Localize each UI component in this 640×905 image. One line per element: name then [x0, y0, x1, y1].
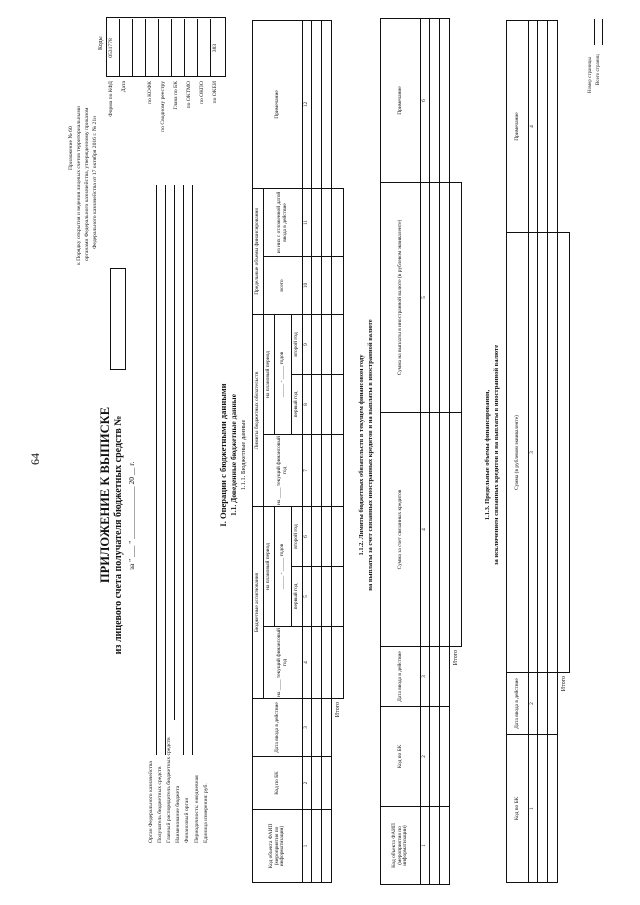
t3-h-note: Примечание [507, 21, 529, 233]
t1-h-ba-years: _____ - _____ годов [275, 506, 292, 626]
t3-h-bk: Код по БК [507, 735, 529, 883]
table-row[interactable] [538, 21, 548, 883]
pages-total-label: Всего страниц [596, 54, 601, 85]
t1-h-lbo-cur: на ____ текущий финансовый год [264, 434, 303, 506]
form-subtitle: из лицевого счета получателя бюджетных средств № [113, 415, 124, 655]
org-label-main-manager: Главный распорядитель бюджетных средств [166, 737, 172, 843]
org-line-budget[interactable] [183, 185, 184, 755]
t2-h-credit: Сумма за счет связанных кредитов [381, 413, 421, 647]
code-value-okei: 383 [212, 43, 218, 53]
t2-num: 2 [421, 707, 430, 807]
t1-num: 9 [303, 314, 312, 374]
page-no-line[interactable] [594, 19, 595, 45]
org-label-budget: Наименование бюджета [175, 785, 181, 843]
table1-total-row [332, 20, 344, 882]
t1-h-ba-first: первый год [292, 567, 303, 627]
org-label-unit: Единица измерения: руб. [203, 783, 209, 843]
t1-num: 6 [303, 506, 312, 566]
section111-title: 1.1.1. Бюджетные данные [240, 419, 247, 491]
limits-table [380, 18, 462, 885]
code-label-okei: по ОКЕИ [212, 81, 218, 104]
section113-title: 1.1.3. Предельные объемы финансирования, [484, 389, 491, 521]
org-line-ofk[interactable] [156, 185, 157, 755]
org-label-recipient: Получатель бюджетных средств [157, 766, 163, 843]
appendix-line-4: Федерального казначейства от 17 октября 2016 г. № 21н [92, 115, 98, 249]
t1-h-date: Дата ввода в действие [253, 699, 303, 757]
t3-h-date: Дата ввода в действие [507, 673, 529, 735]
section112-sub: на выплаты за счет связанных иностранных кредитов и на выплаты в иностранной валюте [367, 319, 374, 591]
t2-h-note: Примечание [381, 19, 421, 183]
page-number: 64 [28, 453, 42, 465]
code-label-date: Дата [121, 81, 127, 93]
t1-num: 10 [303, 256, 312, 314]
t2-num: 6 [421, 19, 430, 183]
table3-total-row [558, 21, 570, 883]
t1-num: 7 [303, 434, 312, 506]
t2-h-date: Дата ввода в действие [381, 647, 421, 707]
pages-total-line[interactable] [602, 19, 603, 45]
t1-h-ba-cur: на ____ текущий финансовый год [264, 627, 303, 699]
code-label-registry: по Сводному реестру [160, 81, 166, 132]
appendix-line-1: Приложение № 60 [68, 126, 74, 170]
t2-h-code: Код объекта ФАИП (мероприятия по информатизации) [381, 807, 421, 885]
code-label-okpo: по ОКПО [199, 81, 205, 105]
t1-h-ba-second: второй год [292, 506, 303, 566]
t1-h-ba: Бюджетные ассигнования [253, 506, 264, 698]
table2-total-row [450, 19, 462, 885]
section112-title: 1.1.2. Лимиты бюджетных обязательств в текущем финансовом году [358, 354, 365, 556]
t2-total-label: Итого [452, 650, 459, 666]
t3-total-label: Итого [560, 676, 567, 692]
t2-num: 4 [421, 413, 430, 647]
form-title: ПРИЛОЖЕНИЕ К ВЫПИСКЕ [98, 406, 112, 584]
t1-num: 2 [303, 757, 312, 810]
t1-h-lbo-first: первый год [292, 374, 303, 434]
code-value-kfd: 0531778 [108, 38, 114, 58]
codes-rows [106, 19, 224, 77]
t1-num: 4 [303, 627, 312, 699]
t2-num: 3 [421, 647, 430, 707]
t1-h-pof: Предельные объемы финансирования [253, 188, 264, 314]
code-label-oktmo: по ОКТМО [186, 81, 192, 109]
code-label-head-bk: Глава по БК [173, 81, 179, 110]
t1-num: 1 [303, 810, 312, 883]
t1-h-total: всего [264, 256, 303, 314]
t1-total-label: Итого [334, 702, 341, 718]
t2-num: 5 [421, 183, 430, 413]
org-line-fin-body[interactable] [192, 185, 193, 755]
section1-title: I. Операции с бюджетными данными [218, 383, 228, 527]
table-row[interactable] [440, 19, 450, 885]
t1-h-code: Код объекта ФАИП (мероприятия по информатизации) [253, 810, 303, 883]
t1-num: 12 [303, 20, 312, 188]
table-row[interactable] [548, 21, 558, 883]
section11-title: 1.1. Доведенные бюджетные данные [229, 394, 238, 516]
t1-h-lbo-plan: на плановый период [264, 314, 275, 434]
org-line-main-manager[interactable] [174, 185, 175, 720]
org-label-periodicity: Периодичность: ежедневная [194, 775, 200, 843]
section113-sub: за исключением связанных кредитов и на выплаты в иностранной валюте [493, 344, 500, 566]
t3-num: 2 [529, 673, 538, 735]
t1-h-ba-plan: на плановый период [264, 506, 275, 626]
t1-h-note: Примечание [253, 20, 303, 188]
t1-num: 8 [303, 374, 312, 434]
org-line-recipient[interactable] [165, 185, 166, 755]
statement-date: за " ___ " ______________ 20 __ г. [127, 461, 136, 570]
budget-data-table [252, 20, 344, 883]
t1-h-lbo-second: второй год [292, 314, 303, 374]
t1-h-lbo: Лимиты бюджетных обязательств [253, 314, 264, 506]
t3-num: 1 [529, 735, 538, 883]
t1-num: 11 [303, 188, 312, 256]
page-no-label: Номер страницы [588, 57, 593, 93]
account-number-box[interactable] [110, 268, 126, 370]
code-label-kfd: Форма по КФД [108, 81, 114, 117]
org-label-ofk: Орган Федерального казначейства [148, 761, 154, 843]
financing-table [506, 20, 570, 883]
appendix-line-2: к Порядку открытия и ведения лицевых счетов территориальными [76, 106, 82, 265]
t2-h-fx: Сумма на выплаты в иностранной валюте (в рублевом эквиваленте) [381, 183, 421, 413]
table-row[interactable] [322, 20, 332, 882]
t2-h-bk: Код по БК [381, 707, 421, 807]
code-label-kofk: по КОФК [147, 81, 153, 105]
t1-h-deferred: из них с отложенной датой ввода в действие [264, 188, 303, 256]
t1-num: 3 [303, 699, 312, 757]
t3-num: 3 [529, 233, 538, 673]
codes-header: Коды [98, 36, 104, 50]
appendix-line-3: органами Федерального казначейства, утвержденному приказом [84, 107, 90, 261]
table-row[interactable] [312, 20, 322, 882]
t2-num: 1 [421, 807, 430, 885]
t3-h-sum: Сумма (в рублевом эквиваленте) [507, 233, 529, 673]
t1-h-lbo-years: _____ - _____ годов [275, 314, 292, 434]
org-label-fin-body: Финансовый орган [184, 797, 190, 843]
t1-h-bk: Код по БК [253, 757, 303, 810]
t1-num: 5 [303, 567, 312, 627]
t3-num: 4 [529, 21, 538, 233]
table-row[interactable] [430, 19, 440, 885]
